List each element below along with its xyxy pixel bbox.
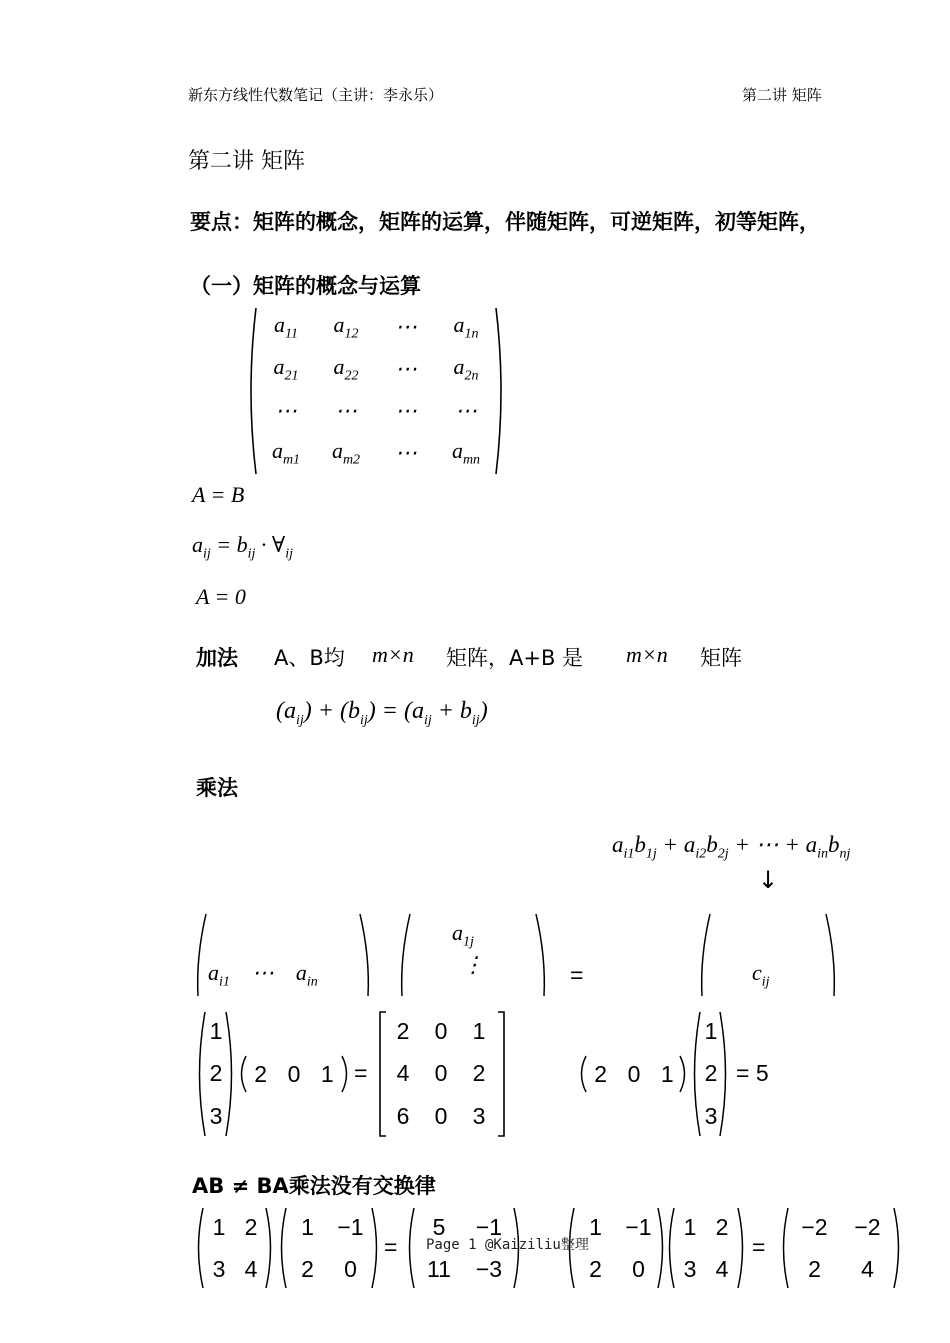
matrix-cell: 2	[244, 1213, 258, 1240]
mxn-2: m×n	[626, 642, 668, 667]
matrix-cell: −2	[801, 1213, 828, 1240]
matrix-cell: 3	[704, 1103, 718, 1130]
addition-text-1: A、B均	[274, 646, 345, 670]
addition-text-2: 矩阵，A+B 是	[446, 646, 584, 670]
right-paren	[824, 912, 838, 996]
matrix-cell: 1	[660, 1060, 674, 1087]
right-bracket	[496, 1010, 506, 1138]
matrix-cell: $a_{m2}$	[331, 437, 361, 468]
right-paren	[736, 1206, 748, 1290]
right-paren	[494, 306, 508, 476]
matrix-cell: $a_{22}$	[333, 353, 359, 384]
commutative-note: AB ≠ BA乘法没有交换律	[192, 1174, 436, 1198]
matrix-cell: 0	[627, 1060, 641, 1087]
matrix-cell: −1	[625, 1213, 652, 1240]
matrix-cell: 1	[209, 1017, 223, 1044]
right-paren	[892, 1206, 904, 1290]
equals-sign: =	[752, 1234, 766, 1260]
addition-formula: $(a_{ij}) + (b_{ij}) = (a_{ij} + b_{ij})$	[276, 698, 488, 728]
matrix-cell: ⋯	[395, 314, 417, 339]
result-cij: $c_{ij}$	[752, 960, 770, 990]
matrix-cell: 3	[683, 1255, 697, 1282]
matrix-cell: 2	[589, 1255, 602, 1282]
matrix-cell: 1	[212, 1213, 226, 1240]
matrix-cell: 5	[432, 1213, 446, 1240]
matrix-cell: $a_{1n}$	[453, 311, 479, 342]
matrix-cell: ⋯	[395, 440, 417, 465]
matrix-cell: $a_{m1}$	[271, 437, 301, 468]
addition-text-3: 矩阵	[700, 646, 742, 670]
matrix-cell: 3	[209, 1103, 223, 1130]
right-paren	[340, 1054, 352, 1094]
matrix-cell: 4	[861, 1255, 874, 1282]
matrix-cell: 0	[632, 1255, 645, 1282]
matrix-cell: $a_{2n}$	[453, 353, 479, 384]
equation-elementwise: $a_{ij} = b_{ij}$ · $\forall_{ij}$	[192, 532, 293, 562]
equals-sign: =	[354, 1060, 368, 1086]
matrix-cell: ⋯	[395, 356, 417, 381]
left-paren	[698, 912, 712, 996]
matrix-cell: −1	[337, 1213, 364, 1240]
matrix-cell: 0	[434, 1017, 448, 1044]
matrix-cell: 0	[434, 1060, 448, 1087]
matrix-cell: 1	[301, 1213, 314, 1240]
matrix-cell: 2	[209, 1060, 223, 1087]
matrix-cell: 0	[434, 1103, 448, 1130]
matrix-cell: 1	[472, 1017, 486, 1044]
matrix-cell: 2	[808, 1255, 821, 1282]
matrix-cell: ⋯	[395, 398, 417, 423]
matrix-cell: −1	[475, 1213, 503, 1240]
matrix-cell: 2	[396, 1017, 410, 1044]
matrix-cell: 1	[320, 1060, 334, 1087]
running-header-right: 第二讲 矩阵	[742, 86, 822, 104]
matrix-cell: 6	[396, 1103, 410, 1130]
key-points: 要点：矩阵的概念，矩阵的运算，伴随矩阵，可逆矩阵，初等矩阵，	[190, 210, 820, 234]
matrix-cell: 2	[254, 1060, 268, 1087]
running-header-left: 新东方线性代数笔记（主讲：李永乐）	[188, 86, 444, 104]
matrix-cell: −3	[475, 1255, 503, 1282]
right-paren	[718, 1010, 732, 1138]
right-paren	[264, 1206, 276, 1290]
matrix-cell: 4	[244, 1255, 258, 1282]
right-paren	[370, 1206, 382, 1290]
equals-sign: =	[570, 962, 584, 988]
matrix-cell: $a_{12}$	[333, 311, 359, 342]
matrix-cell: 3	[212, 1255, 226, 1282]
matrix-cell: 1	[683, 1213, 697, 1240]
section-heading: （一）矩阵的概念与运算	[190, 274, 421, 298]
left-paren	[194, 912, 208, 996]
matrix-cell: ⋯	[275, 398, 297, 423]
matrix-cell: $a_{mn}$	[451, 437, 481, 468]
matrix-cell: 2	[301, 1255, 314, 1282]
matrix-cell: 2	[704, 1060, 718, 1087]
matrix-cell: 1	[589, 1213, 602, 1240]
matrix-cell: 11	[427, 1255, 451, 1282]
matrix-cell: 4	[396, 1060, 410, 1087]
matrix-cell: 2	[594, 1060, 608, 1087]
matrix-cell: 0	[344, 1255, 357, 1282]
matrix-cell: 2	[472, 1060, 486, 1087]
matrix-cell: 3	[472, 1103, 486, 1130]
equation-zero-matrix: A = 0	[196, 584, 246, 609]
column-vector-dots: ⋮	[462, 952, 484, 977]
matrix-cell: $a_{11}$	[274, 311, 298, 342]
matrix-cell: $a_{21}$	[273, 353, 299, 384]
mxn-1: m×n	[372, 642, 414, 667]
row-col-sum: $a_{i1}b_{1j} + a_{i2}b_{2j}$ + ⋯ + $a_{in}b_{nj}$	[612, 832, 851, 862]
multiplication-label: 乘法	[196, 776, 238, 800]
equation-a-equals-b: A = B	[192, 482, 245, 507]
equals-sign: =	[384, 1234, 398, 1260]
inner-product-result: = 5	[736, 1060, 769, 1086]
column-vector-top: $a_{1j}$	[452, 920, 474, 950]
row-vector: $a_{i1}$ ⋯ $a_{in}$	[208, 960, 318, 990]
addition-label: 加法	[196, 646, 238, 670]
matrix-cell: 0	[287, 1060, 301, 1087]
left-paren	[398, 912, 412, 996]
matrix-cell: ⋯	[455, 398, 477, 423]
page-title: 第二讲 矩阵	[188, 149, 305, 174]
page-footer: Page 1 @Kaiziliu整理	[426, 1237, 589, 1253]
matrix-cell: 2	[715, 1213, 729, 1240]
down-arrow-icon: ↓	[758, 866, 779, 894]
matrix-cell: 4	[715, 1255, 729, 1282]
right-paren	[358, 912, 372, 996]
right-paren	[534, 912, 548, 996]
matrix-cell: −2	[854, 1213, 881, 1240]
matrix-cell: 1	[704, 1017, 718, 1044]
matrix-cell: ⋯	[335, 398, 357, 423]
